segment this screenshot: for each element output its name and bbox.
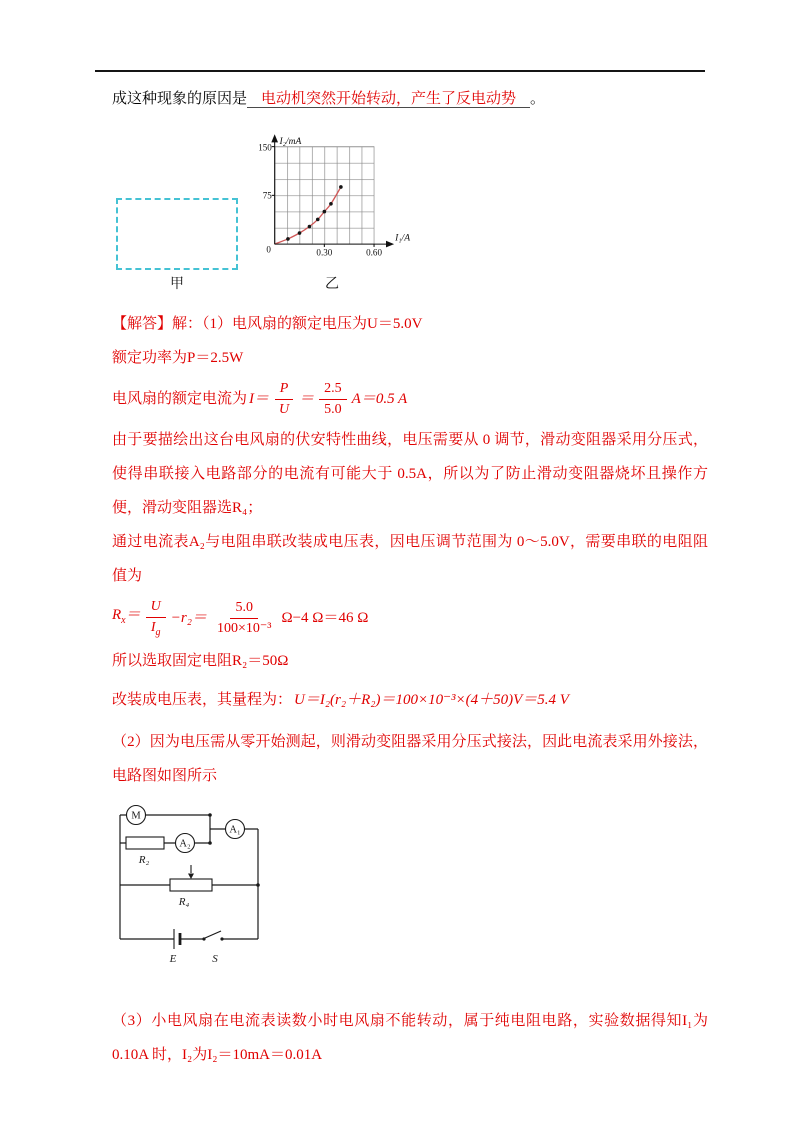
solution-line-3: 由于要描绘出这台电风扇的伏安特性曲线，电压需要从 0 调节，滑动变阻器采用分压式，使得串联接入电路部分的电流有可能大于 0.5A，所以为了防止滑动变阻器烧坏且操作方便，滑动变阻器选R₄； (112, 432, 708, 516)
circuit-diagram (114, 801, 274, 973)
figure-yi (246, 131, 418, 293)
question-line (112, 88, 708, 111)
origin-tick-0: 0 (266, 244, 271, 255)
fraction-p-u: $\frac{P}{U}$ (274, 380, 294, 418)
switch-label: S (212, 952, 218, 965)
math-eq: ＝ (299, 391, 315, 407)
figure-yi-caption: 乙 (325, 277, 339, 292)
switch-contact (220, 937, 223, 940)
math-tail: A＝0.5 A (351, 391, 408, 407)
x-axis-arrow (386, 241, 394, 248)
empty-answer-box (116, 198, 238, 270)
solution-line-2: 额定功率为P＝2.5W (112, 350, 244, 366)
junction-dot (256, 883, 260, 887)
math-lhs: I＝ (249, 391, 270, 407)
ammeter-a1-label: A₁ (229, 824, 241, 836)
junction-dot (208, 813, 212, 817)
question-text: 成这种现象的原因是 (112, 91, 248, 107)
figure-jia (116, 198, 238, 293)
junction-dot (208, 841, 212, 845)
data-point (339, 185, 343, 189)
battery-label: E (169, 952, 177, 965)
question-text-end: 。 (530, 91, 546, 107)
y-axis-arrow (271, 134, 278, 142)
formula-prefix-2: 改装成电压表，其量程为： (112, 691, 293, 708)
rheostat-slider-arrow (188, 873, 194, 879)
math-rx: $R_x=$ (112, 607, 141, 627)
switch-pivot (202, 937, 205, 940)
graph-grid (275, 147, 374, 244)
fraction-25-50: $\frac{2.5}{5.0}$ (319, 380, 347, 418)
fraction-u-ig: $\frac{U}{I_g}$ (146, 598, 166, 639)
y-tick-75: 75 (262, 190, 272, 201)
motor-label: M (131, 810, 141, 822)
resistor-r2-symbol (126, 837, 164, 849)
solution-line-5: 所以选取固定电阻R₂＝50Ω (112, 652, 289, 669)
formula-rated-current (112, 380, 708, 418)
math-mid: −r₂＝ (170, 610, 207, 627)
x-tick-060: 0.60 (366, 247, 382, 258)
resistor-r2-label: R₂ (138, 853, 150, 866)
circuit-figure (114, 801, 708, 978)
switch-blade (205, 931, 221, 938)
formula-prefix: 电风扇的额定电流为 (112, 391, 248, 407)
formula-series-resistance (112, 598, 708, 639)
x-axis-label: I₁/A (395, 232, 411, 244)
data-point (323, 210, 327, 214)
math-voltmeter-range: U＝I₂(r₂＋R₂)＝100×10⁻³×(4＋50)V＝5.4 V (294, 691, 569, 708)
data-point (329, 202, 333, 206)
answer-blank-text: 电动机突然开始转动，产生了反电动势 (247, 91, 530, 108)
solution-line-7: （3）小电风扇在电流表读数小时电风扇不能转动，属于纯电阻电路，实验数据得知I₁为 0.10A 时，I₂为I₂＝10mA＝0.01A (112, 1012, 708, 1063)
data-point (298, 231, 302, 235)
solution-line-1: 【解答】解：（1）电风扇的额定电压为U＝5.0V (112, 316, 423, 332)
figure-jia-caption: 甲 (170, 277, 184, 292)
math-rx-tail: Ω−4 Ω＝46 Ω (281, 610, 369, 627)
rheostat-r4-symbol (170, 879, 212, 891)
data-point (316, 218, 320, 222)
y-tick-150: 150 (258, 142, 272, 153)
solution-line-4: 通过电流表A₂与电阻串联改装成电压表，因电压调节范围为 0～5.0V，需要串联的电阻阻值为 (112, 534, 708, 584)
fraction-50-100: $\frac{5.0}{\text{100×10⁻³}}$ (216, 600, 272, 636)
ammeter-a2-label: A₂ (179, 838, 191, 850)
x-tick-030: 0.30 (316, 247, 333, 258)
header-rule (95, 70, 705, 72)
formula-voltmeter-range (112, 683, 708, 717)
solution-section (112, 307, 708, 1072)
solution-line-6: （2）因为电压需从零开始测起，则滑动变阻器采用分压式接法，因此电流表采用外接法，电路图如图所示 (112, 733, 708, 784)
rheostat-r4-label: R₄ (178, 895, 190, 908)
iv-curve-graph (246, 131, 418, 275)
data-point (286, 237, 290, 241)
y-axis-label: I₂/mA (279, 135, 302, 147)
figure-row (116, 131, 800, 293)
data-point (308, 225, 312, 229)
